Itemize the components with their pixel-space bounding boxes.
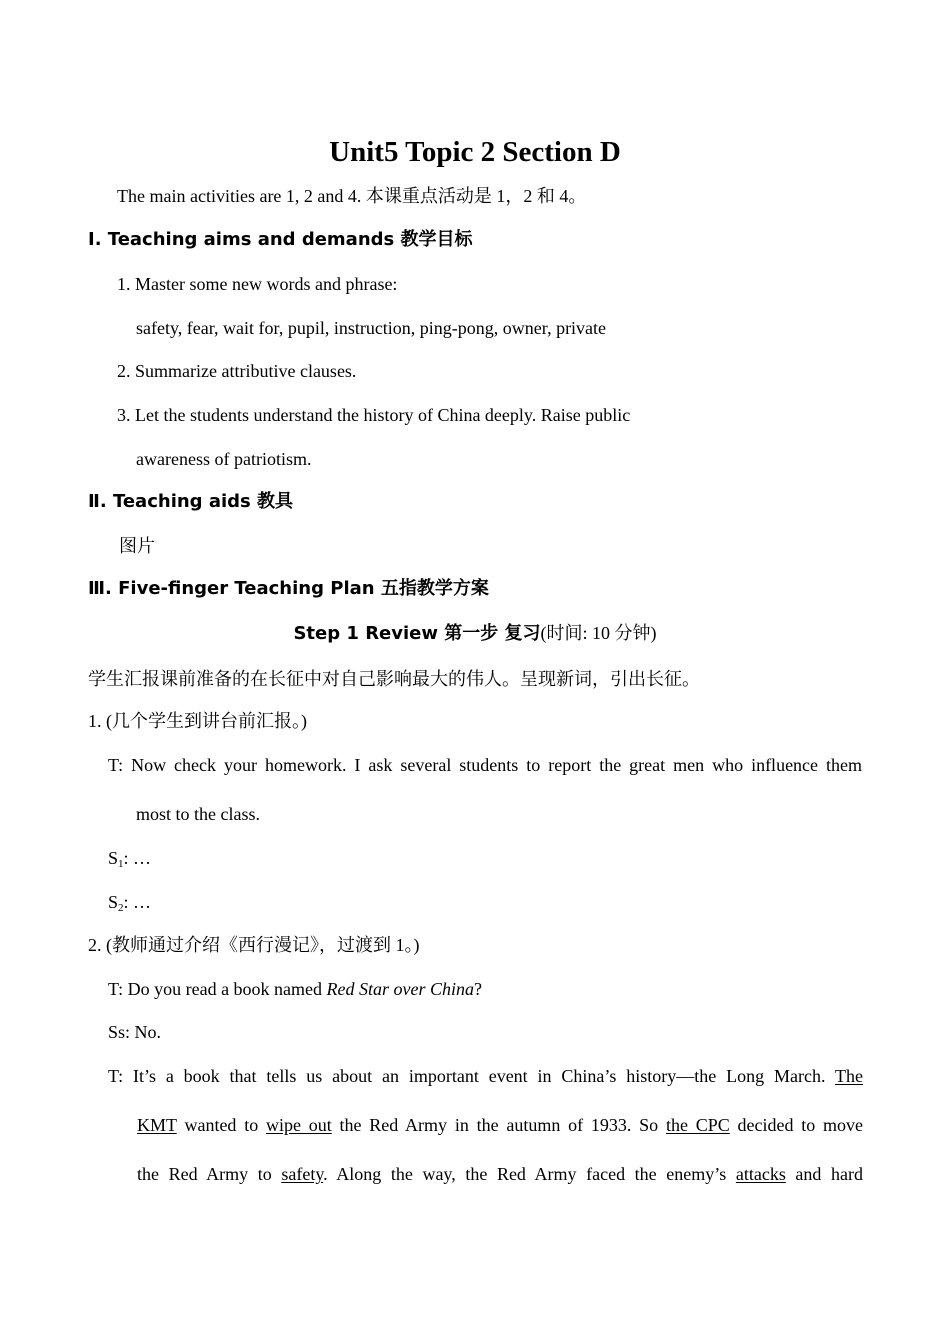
intro-text: The main activities are 1, 2 and 4. 本课重点活动是 1，2 和 4。 [117,186,587,206]
teacher-long-march-line-3 [137,1162,863,1186]
aim-item-3-line-2: awareness of patriotism. [136,449,312,469]
student-1-subscript: 1 [118,858,124,870]
aim-item-1: 1. Master some new words and phrase: [117,274,398,294]
book-title: Red Star over China [326,979,475,999]
step-heading [0,621,950,646]
step-heading-time: (时间: 10 分钟) [540,623,657,643]
long-march-text-a: T: It’s a book that tells us about an important event in China’s history—the Long March. [108,1066,836,1086]
section-heading-teaching-aims: Ⅰ. Teaching aims and demands 教学目标 [88,229,473,250]
student-2-text: : … [123,892,152,912]
underlined-attacks: attacks [735,1164,786,1184]
step-heading-label: Step 1 Review 第一步 复习 [293,623,541,644]
long-march-text-g: and hard [785,1164,863,1184]
teacher-long-march-line-2 [137,1113,863,1137]
students-reply-line: Ss: No. [108,1022,162,1042]
student-2-prefix: S [108,892,119,912]
long-march-text-c: the Red Army in the autumn of 1933. So [331,1115,666,1135]
teacher-line-red-star-suffix: ? [474,979,483,999]
teacher-long-march-line-1 [108,1064,863,1088]
underlined-kmt: KMT [137,1115,177,1135]
teacher-line-red-star [108,977,482,1001]
underlined-safety: safety [281,1164,324,1184]
teaching-aids-content: 图片 [119,536,155,556]
aim-item-2: 2. Summarize attributive clauses. [117,361,357,381]
page-title: Unit5 Topic 2 Section D [329,136,621,168]
student-2-line [108,890,151,914]
long-march-text-b: wanted to [176,1115,266,1135]
section-heading-teaching-plan: Ⅲ. Five-finger Teaching Plan 五指教学方案 [88,578,489,599]
student-1-prefix: S [108,848,119,868]
long-march-text-f: . Along the way, the Red Army faced the enemy’s [323,1164,736,1184]
long-march-text-d: decided to move [729,1115,864,1135]
teacher-line-check-homework-cont: most to the class. [136,804,260,824]
aim-item-1-words: safety, fear, wait for, pupil, instruction, ping-pong, owner, private [136,318,607,338]
section-heading-teaching-aids: Ⅱ. Teaching aids 教具 [88,491,294,512]
underlined-the: The [835,1066,863,1086]
underlined-the-cpc: the CPC [665,1115,730,1135]
step-summary: 学生汇报课前准备的在长征中对自己影响最大的伟人。呈现新词，引出长征。 [88,669,700,689]
student-1-text: : … [123,848,152,868]
procedure-2-label: 2. (教师通过介绍《西行漫记》，过渡到 1。) [88,935,420,955]
aim-item-3-line-1: 3. Let the students understand the history of China deeply. Raise public [117,405,631,425]
student-1-line [108,846,151,870]
teacher-line-check-homework: T: Now check your homework. I ask several students to report the great men who influence them [108,755,862,775]
long-march-text-e: the Red Army to [137,1164,282,1184]
underlined-wipe-out: wipe out [265,1115,332,1135]
procedure-1-label: 1. (几个学生到讲台前汇报。) [88,711,307,731]
teacher-line-red-star-prefix: T: Do you read a book named [108,979,327,999]
student-2-subscript: 2 [118,902,124,914]
